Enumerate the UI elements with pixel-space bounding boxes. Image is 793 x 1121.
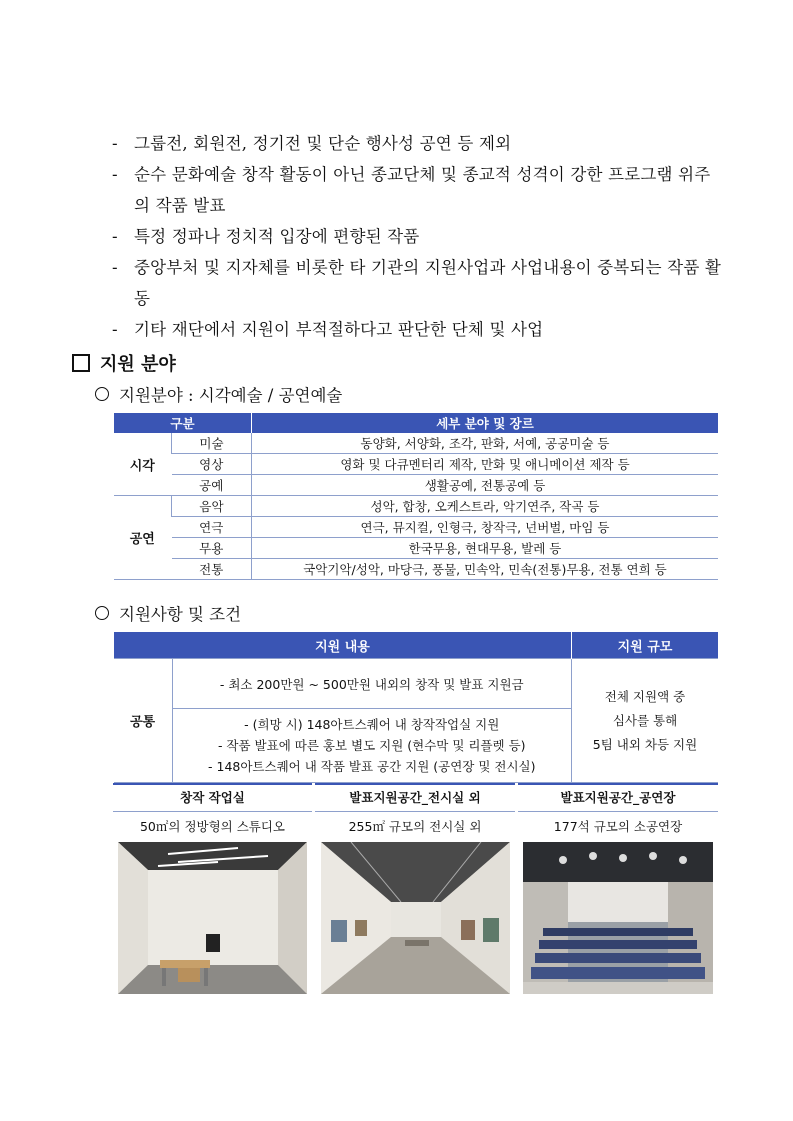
photo-caption: 50㎡의 정방형의 스튜디오: [139, 819, 286, 834]
studio-photo: [118, 842, 307, 994]
content-grant: - 최소 200만원 ~ 500만원 내외의 창작 및 발표 지원금: [172, 659, 572, 709]
field-detail: 영화 및 다큐멘터리 제작, 만화 및 애니메이션 제작 등: [252, 454, 719, 475]
photo-title: 창작 작업실: [113, 783, 312, 812]
sub-field: 연극: [172, 517, 252, 538]
header-detail: 세부 분야 및 장르: [252, 413, 719, 433]
table-row: [114, 454, 719, 475]
content-line: - 148아트스퀘어 내 작품 발표 공간 지원 (공연장 및 전시실): [208, 759, 536, 774]
circle-bullet-icon: [95, 606, 109, 620]
group-label: 시각: [114, 433, 172, 496]
field-detail: 성악, 합창, 오케스트라, 악기연주, 작곡 등: [252, 496, 719, 517]
dash: -: [112, 258, 118, 277]
sub-field: 무용: [172, 538, 252, 559]
sub-field: 음악: [172, 496, 252, 517]
subsection-title-fields: 지원분야 : 시각예술 / 공연예술: [95, 382, 342, 406]
dash: -: [112, 227, 118, 246]
list-item: - 기타 재단에서 지원이 부적절하다고 판단한 단체 및 사업: [112, 314, 724, 345]
table-row: [114, 659, 719, 709]
list-item: - 중앙부처 및 지자체를 비롯한 타 기관의 지원사업과 사업내용이 중복되는 작품 활동: [112, 252, 724, 314]
scale-line: 5팀 내외 차등 지원: [592, 736, 698, 752]
scale-cell: [572, 659, 719, 783]
field-detail: 생활공예, 전통공예 등: [252, 475, 719, 496]
field-detail: 국악기악/성악, 마당극, 풍물, 민속악, 민속(전통)무용, 전통 연희 등: [252, 559, 719, 580]
sub-field: 전통: [172, 559, 252, 580]
photo-title: 발표지원공간_전시실 외: [315, 783, 515, 812]
circle-bullet-icon: [95, 387, 109, 401]
table-row: [114, 475, 719, 496]
sub-field: 미술: [172, 433, 252, 454]
list-item: - 순수 문화예술 창작 활동이 아닌 종교단체 및 종교적 성격이 강한 프로그램 위주의 작품 발표: [112, 159, 724, 221]
scale-line: 심사를 통해: [612, 712, 678, 728]
list-item: - 특정 정파나 정치적 입장에 편향된 작품: [112, 221, 724, 252]
gallery-photo: [321, 842, 510, 994]
content-extras: [172, 709, 572, 783]
photo-column-studio: [113, 783, 312, 994]
photo-caption: 255㎡ 규모의 전시실 외: [348, 819, 482, 834]
list-item: - 그룹전, 회원전, 정기전 및 단순 행사성 공연 등 제외: [112, 128, 724, 159]
photo-caption: 177석 규모의 소공연장: [553, 819, 683, 834]
table-row: [114, 517, 719, 538]
table-header-row: [114, 632, 719, 659]
header-category: 구분: [114, 413, 252, 433]
exclusion-list: [112, 128, 724, 345]
support-fields-table: [113, 413, 718, 580]
content-line: - 작품 발표에 따른 홍보 별도 지원 (현수막 및 리플렛 등): [217, 738, 526, 753]
photo-title: 발표지원공간_공연장: [518, 783, 718, 812]
dash: -: [112, 320, 118, 339]
dash: -: [112, 134, 118, 153]
field-detail: 동양화, 서양화, 조각, 판화, 서예, 공공미술 등: [252, 433, 719, 454]
dash: -: [112, 165, 118, 184]
theater-photo: [523, 842, 713, 994]
table-header-row: [114, 413, 719, 433]
checkbox-square-icon: [72, 354, 90, 372]
support-conditions-table: [113, 632, 718, 783]
field-detail: 한국무용, 현대무용, 발레 등: [252, 538, 719, 559]
subsection-title-conditions: 지원사항 및 조건: [95, 601, 241, 625]
photo-column-theater: [518, 783, 718, 994]
table-row: [114, 559, 719, 580]
header-content: 지원 내용: [114, 632, 572, 659]
group-label: 공연: [114, 496, 172, 580]
header-scale: 지원 규모: [572, 632, 719, 659]
table-row: [114, 538, 719, 559]
field-detail: 연극, 뮤지컬, 인형극, 창작극, 넌버벌, 마임 등: [252, 517, 719, 538]
photo-column-gallery: [315, 783, 515, 994]
table-row: [114, 496, 719, 517]
content-line: - (희망 시) 148아트스퀘어 내 창작작업실 지원: [244, 717, 500, 732]
section-title: 지원 분야: [72, 350, 176, 376]
sub-field: 공예: [172, 475, 252, 496]
common-label: 공통: [114, 659, 173, 783]
sub-field: 영상: [172, 454, 252, 475]
table-row: [114, 433, 719, 454]
scale-line: 전체 지원액 중: [604, 688, 686, 704]
